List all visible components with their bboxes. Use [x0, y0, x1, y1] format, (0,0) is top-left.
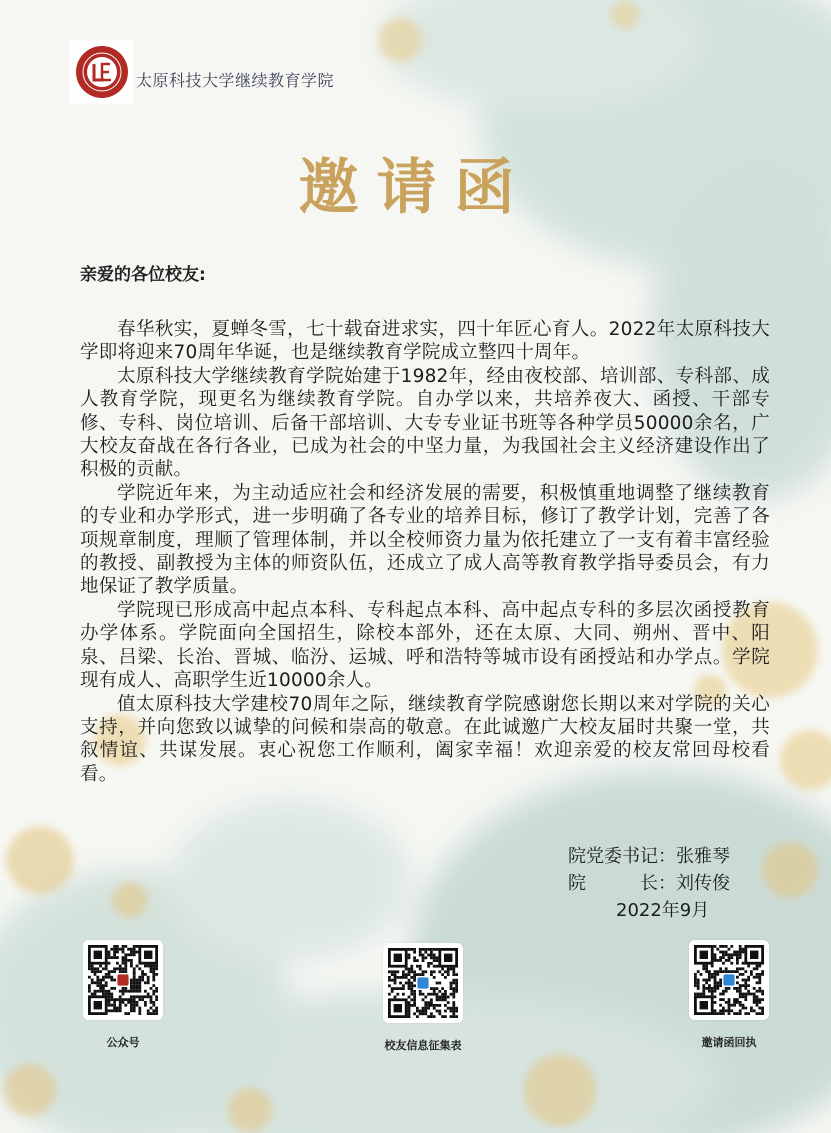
qr-code-icon[interactable]	[383, 943, 463, 1023]
university-logo-icon	[70, 40, 134, 104]
signature-role: 院 长：	[568, 873, 676, 894]
header	[70, 40, 334, 104]
qr-label: 邀请函回执	[701, 1036, 757, 1049]
page-title: 邀请函	[298, 153, 533, 223]
signature-name: 刘传俊	[676, 873, 730, 894]
qr-code-icon[interactable]	[689, 940, 769, 1020]
qr-code-icon[interactable]	[83, 940, 163, 1020]
paragraph: 太原科技大学继续教育学院始建于1982年，经由夜校部、培训部、专科部、成人教育学院，现更名为继续教育学院。自办学以来，共培养夜大、函授、干部专修、专科、岗位培训、后备干部培训、大专专业证书班等各种学员50000余名，广大校友奋战在各行各业，已成为社会的中坚力量，为我国社会主义经济建设作出了积极的贡献。	[80, 365, 770, 481]
signature-name: 张雅琴	[676, 846, 730, 867]
signature-president	[568, 870, 730, 897]
signature-block	[568, 843, 730, 924]
qr-official-account[interactable]	[78, 940, 168, 1050]
signature-date: 2022年9月	[616, 900, 710, 921]
paragraph: 春华秋实，夏蝉冬雪，七十载奋进求实，四十年匠心育人。2022年太原科技大学即将迎来70周年华诞，也是继续教育学院成立整四十周年。	[80, 319, 770, 364]
qr-label: 校友信息征集表	[384, 1039, 462, 1052]
qr-invitation-reply[interactable]	[684, 940, 774, 1050]
qr-alumni-form[interactable]	[373, 943, 473, 1053]
school-name: 太原科技大学继续教育学院	[136, 70, 335, 90]
paragraph: 值太原科技大学建校70周年之际，继续教育学院感谢您长期以来对学院的关心支持，并向您致以诚挚的问候和崇高的敬意。在此诚邀广大校友届时共聚一堂，共叙情谊、共谋发展。衷心祝您工作顺利，阖家幸福！欢迎亲爱的校友常回母校看看。	[80, 693, 770, 785]
signature-secretary	[568, 843, 730, 870]
signature-role: 院党委书记：	[568, 846, 676, 867]
greeting: 亲爱的各位校友:	[80, 265, 206, 285]
letter-body	[80, 318, 770, 786]
paragraph: 学院现已形成高中起点本科、专科起点本科、高中起点专科的多层次函授教育办学体系。学院面向全国招生，除校本部外，还在太原、大同、朔州、晋中、阳泉、吕梁、长治、晋城、临汾、运城、呼和浩特等城市设有函授站和办学点。学院现有成人、高职学生近10000余人。	[80, 599, 770, 692]
qr-label: 公众号	[106, 1036, 140, 1049]
paragraph: 学院近年来，为主动适应社会和经济发展的需要，积极慎重地调整了继续教育的专业和办学形式，进一步明确了各专业的培养目标，修订了教学计划，完善了各项规章制度，理顺了管理体制，并以全校师资力量为依托建立了一支有着丰富经验的教授、副教授为主体的师资队伍，还成立了成人高等教育教学指导委员会，有力地保证了教学质量。	[80, 482, 770, 598]
